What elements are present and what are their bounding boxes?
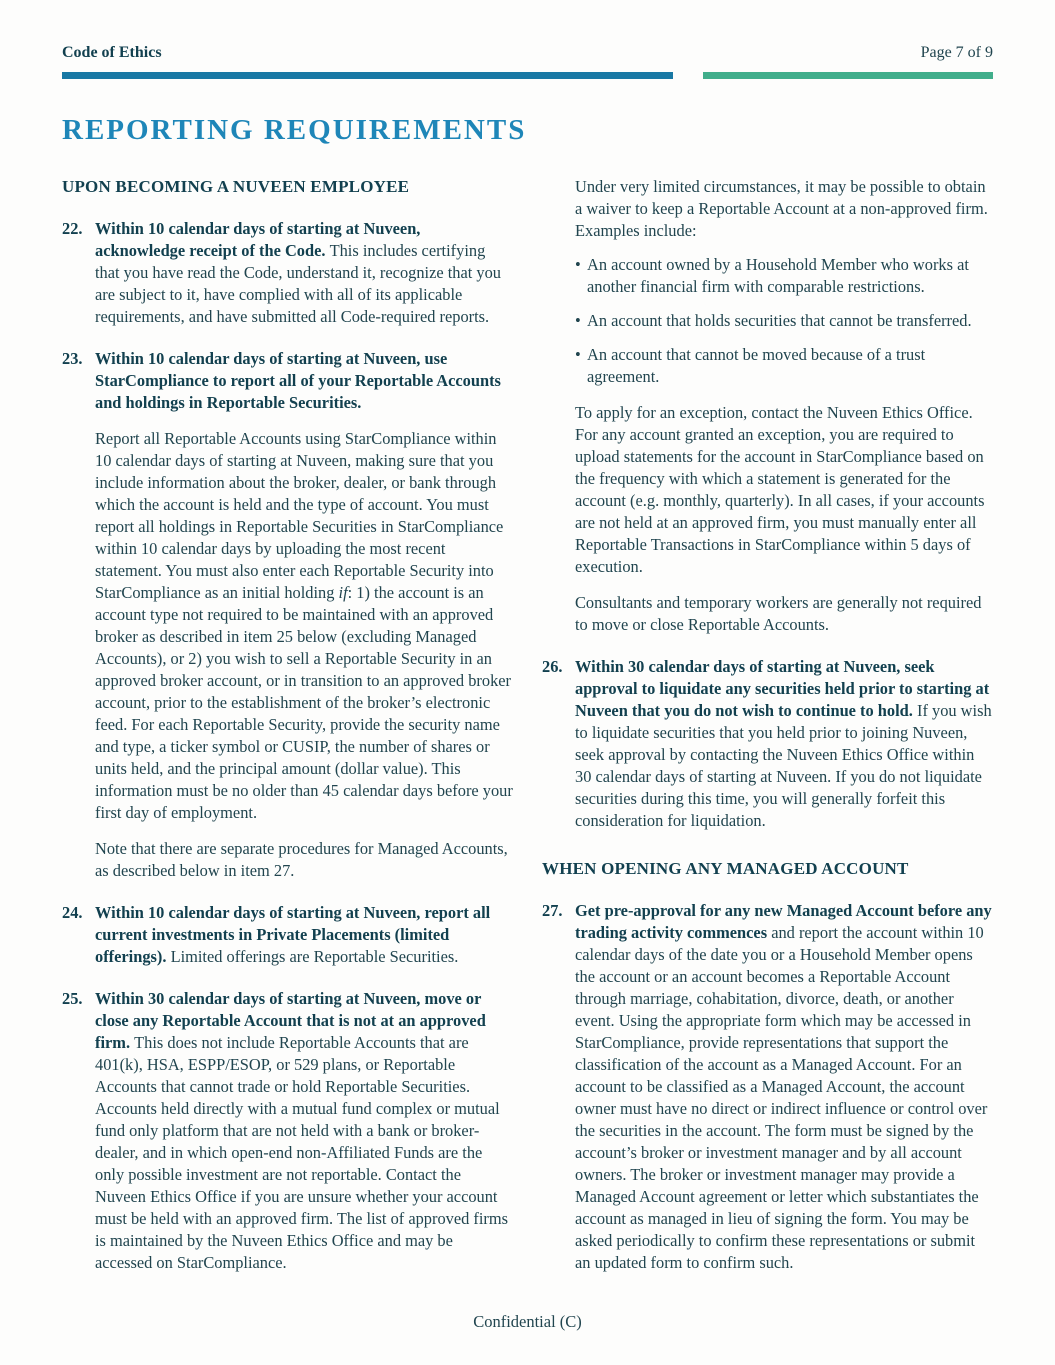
two-column-body: [62, 176, 993, 1274]
bold-text: Get pre-approval for any new Managed Account before any trading activity commences: [575, 901, 992, 942]
bold-text: Within 10 calendar days of starting at Nuveen, use StarCompliance to report all of your Reportable Accounts and holdings in Reportable Securities.: [95, 349, 501, 412]
header-rule-green: [703, 72, 993, 79]
bullet-list-item: [564, 344, 993, 388]
paragraph: [95, 428, 513, 824]
bullet-text: [587, 344, 993, 388]
body-text: An account that holds securities that cannot be transferred.: [587, 311, 972, 330]
item-text: [575, 656, 993, 832]
numbered-item: [62, 988, 513, 1274]
item-number: 23.: [62, 349, 83, 368]
item-text: [575, 900, 993, 1274]
item-text: [95, 902, 513, 968]
section-heading: WHEN OPENING ANY MANAGED ACCOUNT: [542, 859, 909, 878]
numbered-item: [542, 900, 993, 1274]
left-column: [62, 176, 513, 1274]
item-number: 25.: [62, 989, 83, 1008]
body-text: An account that cannot be moved because of a trust agreement.: [587, 345, 926, 386]
section-heading: UPON BECOMING A NUVEEN EMPLOYEE: [62, 177, 410, 196]
numbered-item: [62, 348, 513, 414]
numbered-item: [542, 656, 993, 832]
paragraph: [575, 176, 993, 242]
body-text: If you wish to liquidate securities that you held prior to joining Nuveen, seek approval by contacting the Nuveen Ethics Office within 30 calendar days of starting at Nuveen. If you do not liquidate securities during this time, you will generally forfeit this consideration for liquidation.: [575, 701, 992, 830]
header-rule-blue: [62, 72, 673, 79]
numbered-item: [62, 218, 513, 328]
numbered-item: [62, 902, 513, 968]
bullet-list-item: [564, 254, 993, 298]
item-text: [95, 218, 513, 328]
body-text: Note that there are separate procedures for Managed Accounts, as described below in item 27.: [95, 839, 508, 880]
item-number: 22.: [62, 219, 83, 238]
body-text: and report the account within 10 calendar days of the date you or a Household Member opens the account or an account becomes a Reportable Account through marriage, cohabitation, divorce, death, or another event. Using the appropriate form which may be accessed in StarCompliance, provide representations that support the classification of the account as a Managed Account. For an account to be classified as a Managed Account, the account owner must have no direct or indirect influence or control over the securities in the account. The form must be signed by the account’s broker or investment manager and by all account owners. The broker or investment manager may provide a Managed Account agreement or letter which substantiates the account as managed in lieu of signing the form. You may be asked periodically to confirm these representations or submit an updated form to confirm such.: [575, 923, 988, 1272]
bold-text: Within 10 calendar days of starting at Nuveen, acknowledge receipt of the Code.: [95, 219, 421, 260]
bullet-icon: •: [575, 345, 581, 364]
body-text: Under very limited circumstances, it may be possible to obtain a waiver to keep a Reportable Account at a non-approved firm. Examples include:: [575, 177, 988, 240]
body-text: Consultants and temporary workers are generally not required to move or close Reportable Accounts.: [575, 593, 982, 634]
item-number: 26.: [542, 657, 563, 676]
right-column: [542, 176, 993, 1274]
body-text: This includes certifying that you have read the Code, understand it, recognize that you are subject to it, have complied with all of its applicable requirements, and have submitted all Code-required reports.: [95, 241, 501, 326]
paragraph: [575, 592, 993, 636]
header-document-title: Code of Ethics: [62, 44, 162, 61]
item-number: 27.: [542, 901, 563, 920]
paragraph: [575, 402, 993, 578]
body-text: An account owned by a Household Member who works at another financial firm with comparable restrictions.: [587, 255, 969, 296]
bullet-icon: •: [575, 255, 581, 274]
body-text: Limited offerings are Reportable Securities.: [170, 947, 459, 966]
item-text: [95, 348, 513, 414]
bold-text: Within 10 calendar days of starting at Nuveen, report all current investments in Private Placements (limited offerings).: [95, 903, 491, 966]
body-text: Report all Reportable Accounts using StarCompliance within 10 calendar days of starting at Nuveen, making sure that you include information about the broker, dealer, or bank through which the account is held and the type of account. You must report all holdings in Reportable Securities in StarCompliance within 10 calendar days by uploading the most recent statement. You must also enter each Reportable Security into StarCompliance as an initial holding: [95, 429, 504, 602]
page-footer: Confidential (C): [473, 1312, 582, 1331]
page-header: [62, 44, 993, 62]
body-text: This does not include Reportable Accounts that are 401(k), HSA, ESPP/ESOP, or 529 plans, or Reportable Accounts that cannot trade or hold Reportable Securities. Accounts held directly with a mutual fund complex or mutual fund only platform that are not held with a bank or broker-dealer, and in which open-end non-Affiliated Funds are the only possible investment are not reportable. Contact the Nuveen Ethics Office if you are unsure whether your account must be held with an approved firm. The list of approved firms is maintained by the Nuveen Ethics Office and may be accessed on StarCompliance.: [95, 1033, 509, 1272]
item-text: [95, 988, 513, 1274]
page-title: REPORTING REQUIREMENTS: [62, 114, 527, 146]
item-number: 24.: [62, 903, 83, 922]
paragraph: [95, 838, 513, 882]
bullet-text: [587, 254, 993, 298]
bullet-text: [587, 310, 993, 332]
bullet-list-item: [564, 310, 993, 332]
italic-text: if: [338, 583, 348, 602]
body-text: To apply for an exception, contact the Nuveen Ethics Office. For any account granted an exception, you are required to upload statements for the account in StarCompliance based on the frequency with which a statement is generated for the account (e.g. monthly, quarterly). In all cases, if your accounts are not held at an approved firm, you must manually enter all Reportable Transactions in StarCompliance within 5 days of execution.: [575, 403, 985, 576]
bold-text: Within 30 calendar days of starting at Nuveen, move or close any Reportable Account that is not at an approved firm.: [95, 989, 486, 1052]
header-page-number: Page 7 of 9: [920, 44, 993, 61]
bold-text: Within 30 calendar days of starting at Nuveen, seek approval to liquidate any securities held prior to starting at Nuveen that you do not wish to continue to hold.: [575, 657, 990, 720]
bullet-icon: •: [575, 311, 581, 330]
body-text: : 1) the account is an account type not required to be maintained with an approved broker as described in item 25 below (excluding Managed Accounts), or 2) you wish to sell a Reportable Security in an approved broker account, or in transition to an approved broker account, prior to the establishment of the broker’s electronic feed. For each Reportable Security, provide the security name and type, a ticker symbol or CUSIP, the number of shares or units held, and the principal amount (dollar value). This information must be no older than 45 calendar days before your first day of employment.: [95, 583, 513, 822]
